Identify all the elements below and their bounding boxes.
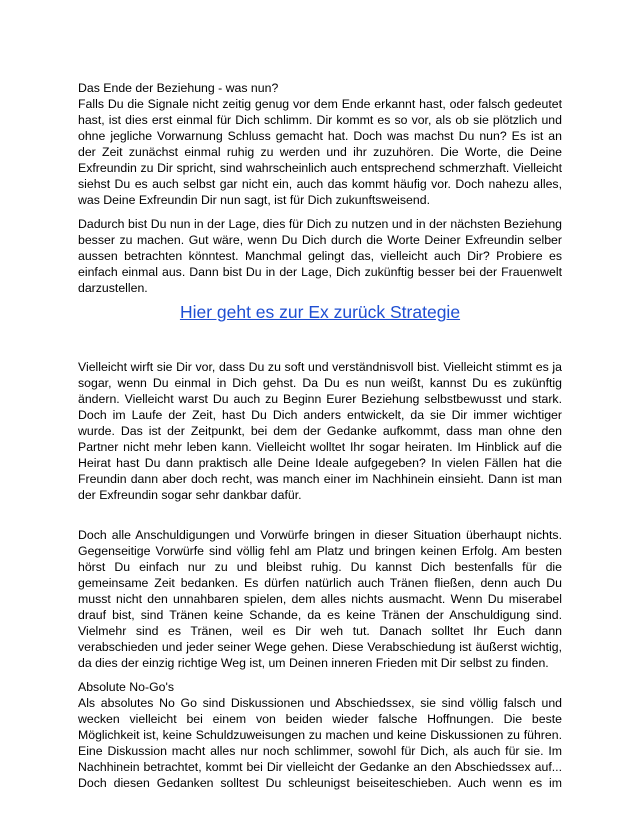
- paragraph-line: drauf bist, sind Tränen keine Schande, da es keine Tränen der Anschuldigung sind.: [78, 608, 562, 622]
- paragraph-line: Als absolutes No Go sind Diskussionen und Abschiedssex, sie sind völlig falsch und: [78, 696, 562, 710]
- paragraph-line: Nachhinein betrachtet, kommt bei Dir vielleicht der Gedanke an den Abschiedssex auf...: [78, 760, 562, 774]
- paragraph-line: Dadurch bist Du nun in der Lage, dies für Dich zu nutzen und in der nächsten Beziehung: [78, 217, 562, 231]
- paragraph-line: darzustellen.: [78, 281, 148, 295]
- paragraph-line: der Exfreundin sogar sehr dankbar dafür.: [78, 488, 302, 502]
- paragraph-line: musst nicht den unnahbaren spielen, dem alles nichts ausmacht. Wenn Du miserabel: [78, 592, 562, 606]
- paragraph-line: verabschieden und jeder seiner Wege gehen. Diese Verabschiedung ist äußerst wichtig,: [78, 640, 562, 654]
- paragraph-line: siehst Du es auch selbst gar nicht ein, auch das kommt häufig vor. Doch nahezu alles,: [78, 177, 562, 191]
- paragraph-line: ohne jegliche Vorwarnung Schluss gemacht hat. Doch was machst Du nun? Es ist an: [78, 129, 562, 143]
- paragraph-line: wurde. Das ist der Zeitpunkt, bei dem der Gedanke aufkommt, dass man ohne den: [78, 424, 562, 438]
- paragraph-line: ändern. Vielleicht warst Du auch zu Beginn Eurer Beziehung selbstbewusst und stark.: [78, 392, 562, 406]
- paragraph-line: Freundin dann aber doch recht, was manch einer im Nachhinein einsieht. Dann ist man: [78, 472, 562, 486]
- document-page: [78, 0, 562, 826]
- paragraph-line: aussen betrachten könntest. Manchmal gelingt das, vielleicht auch Dir? Probiere es: [78, 249, 562, 263]
- paragraph-line: Vielmehr sind es Tränen, weil es Dir weh tut. Danach solltet Ihr Euch dann: [78, 624, 562, 638]
- paragraph-line: Eine Diskussion macht alles nur noch schlimmer, sowohl für Dich, als auch für sie. Im: [78, 744, 562, 758]
- paragraph-line: hast, ist dies erst einmal für Dich schlimm. Dir kommt es so vor, als ob sie plötzlich und: [78, 113, 562, 127]
- paragraph-line: gemeinsame Zeit bedanken. Es dürfen natürlich auch Tränen fließen, denn auch Du: [78, 576, 562, 590]
- paragraph-line: Möglichkeit ist, keine Schuldzuweisungen zu machen und keine Diskussionen zu führen.: [78, 728, 562, 742]
- paragraph-line: Doch im Laufe der Zeit, hast Du Dich anders entwickelt, da sie Dir immer wichtiger: [78, 408, 562, 422]
- paragraph-line: Partner nicht mehr leben kann. Vielleicht wolltet Ihr sogar heiraten. Im Hinblick auf die: [78, 440, 562, 454]
- paragraph-line: Doch alle Anschuldigungen und Vorwürfe bringen in dieser Situation überhaupt nichts.: [78, 528, 562, 542]
- strategy-link[interactable]: Hier geht es zur Ex zurück Strategie: [179, 302, 461, 322]
- paragraph-line: besser zu machen. Gut wäre, wenn Du Dich durch die Worte Deiner Exfreundin selber: [78, 233, 562, 247]
- paragraph-line: Vielleicht wirft sie Dir vor, dass Du zu soft und verständnisvoll bist. Vielleicht stimmt es ja: [78, 360, 562, 374]
- paragraph-line: der Zeit zunächst einmal ruhig zu werden und ihr zuzuhören. Die Worte, die Deine: [78, 145, 562, 159]
- paragraph-line: Gegenseitige Vorwürfe sind völlig fehl am Platz und bringen keinen Erfolg. Am besten: [78, 544, 562, 558]
- subheading: Absolute No-Go's: [78, 680, 174, 694]
- paragraph-line: Heirat hast Du dann praktisch alle Deine Ideale aufgegeben? In vielen Fällen hat die: [78, 456, 562, 470]
- paragraph-line: Exfreundin zu Dir spricht, sind wahrscheinlich auch entsprechend schmerzhaft. Vielleicht: [78, 161, 562, 175]
- paragraph-line: sogar, wenn Du einmal in Dich gehst. Da Du es nun weißt, kannst Du es zukünftig: [78, 376, 562, 390]
- paragraph-line: hörst Du einfach nur zu und bleibst ruhig. Du kannst Dich bestenfalls für die: [78, 560, 562, 574]
- section-heading: Das Ende der Beziehung - was nun?: [78, 81, 279, 95]
- paragraph-line: da dies der einzig richtige Weg ist, um Deinen inneren Frieden mit Dir selbst zu finden.: [78, 656, 549, 670]
- paragraph-line: einfach einmal aus. Dann bist Du in der Lage, Dich zukünftig besser bei der Frauenwelt: [78, 265, 562, 279]
- paragraph-line: was Deine Exfreundin Dir nun sagt, ist für Dich zukunftsweisend.: [78, 193, 430, 207]
- paragraph-line: Doch diesen Gedanken solltest Du schleunigst beiseiteschieben. Auch wenn es im: [78, 776, 562, 790]
- paragraph-line: Falls Du die Signale nicht zeitig genug vor dem Ende erkannt hast, oder falsch gedeutet: [78, 97, 562, 111]
- paragraph-line: wecken vielleicht bei einem von beiden wieder falsche Hoffnungen. Die beste: [78, 712, 562, 726]
